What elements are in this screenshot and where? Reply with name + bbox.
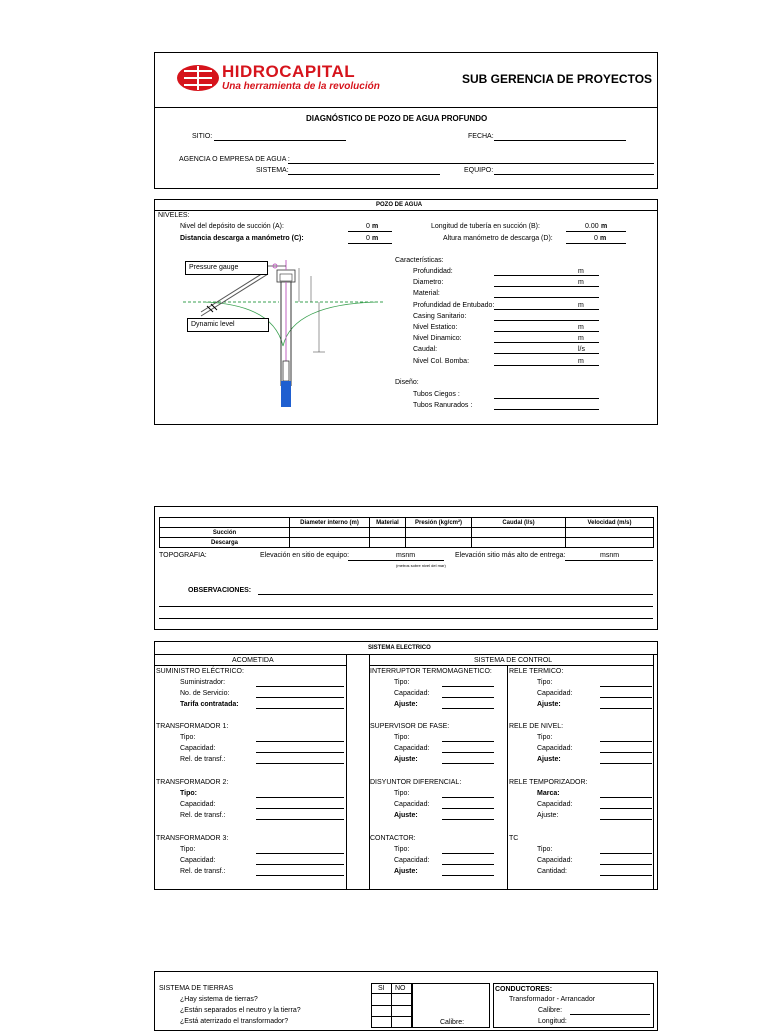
deposito-unit: m: [372, 223, 379, 230]
equipo-label: EQUIPO:: [464, 167, 494, 174]
header-divider: [154, 107, 658, 108]
tierras-q1: ¿Hay sistema de tierras?: [180, 996, 258, 1003]
electrico-item-label: Ajuste:: [394, 756, 418, 763]
electrico-item-label: Ajuste:: [394, 701, 418, 708]
observaciones-line-2[interactable]: [159, 606, 653, 607]
altura-value[interactable]: 0: [594, 235, 598, 242]
electrico-item-label: Capacidad:: [180, 857, 216, 864]
electrico-group-title: DISYUNTOR DIFERENCIAL:: [370, 779, 462, 786]
well-diagram: [183, 256, 383, 411]
tierras-q3: ¿Está aterrizado el transformador?: [180, 1018, 289, 1025]
acometida-header-line: [155, 665, 347, 666]
spec-unit: m: [578, 268, 584, 275]
hidraulica-cell[interactable]: [406, 528, 472, 538]
msnm-note: (metros sobre nivel del mar): [396, 563, 446, 568]
electrico-group-title: INTERRUPTOR TERMOMAGNETICO:: [370, 668, 492, 675]
electrico-item-label: Capacidad:: [180, 745, 216, 752]
spec-label: Nivel Estatico:: [413, 324, 458, 331]
electrico-item-label: Tipo:: [537, 679, 553, 686]
electrico-item-field[interactable]: [600, 875, 652, 876]
spec-field[interactable]: [494, 320, 599, 321]
sitio-label: SITIO:: [192, 133, 213, 140]
si-label: SI: [378, 985, 385, 992]
tierras-row-line-1: [371, 993, 412, 994]
spec-label: Diametro:: [413, 279, 444, 286]
hidraulica-cell[interactable]: [370, 528, 406, 538]
electrico-item-field[interactable]: [256, 864, 344, 865]
electrico-item-field[interactable]: [600, 752, 652, 753]
spec-label: Caudal:: [413, 346, 438, 353]
fecha-field[interactable]: [494, 140, 626, 141]
electrico-item-field[interactable]: [600, 697, 652, 698]
tierras-row-line-2: [371, 1005, 412, 1006]
observaciones-line-3[interactable]: [159, 618, 653, 619]
agencia-label: AGENCIA O EMPRESA DE AGUA :: [179, 156, 290, 163]
electrico-item-field[interactable]: [600, 797, 652, 798]
spec-unit: m: [578, 324, 584, 331]
electrico-item-field[interactable]: [256, 853, 344, 854]
deposito-field: [348, 231, 392, 232]
electrico-item-label: Tipo:: [394, 679, 410, 686]
electrico-group-title: CONTACTOR:: [370, 835, 416, 842]
tierras-row-line-3: [371, 1016, 412, 1017]
electrico-item-label: Tipo:: [537, 846, 553, 853]
elev-equipo-label: Elevación en sitio de equipo:: [260, 552, 350, 559]
control-header-line: [369, 665, 654, 666]
electrico-item-field[interactable]: [442, 708, 494, 709]
hidraulica-cell[interactable]: [472, 528, 566, 538]
pozo-title-divider: [154, 210, 658, 211]
elev-entrega-label: Elevación sitio más alto de entrega:: [455, 552, 566, 559]
msnm-2: msnm: [600, 552, 620, 559]
electrico-group-title: TC: [509, 835, 519, 842]
spec-label: Casing Sanitario:: [413, 313, 467, 320]
electrico-item-field[interactable]: [600, 853, 652, 854]
electrico-group-title: TRANSFORMADOR 1:: [156, 723, 229, 730]
electrico-item-field[interactable]: [442, 686, 494, 687]
tubos-ranurados-field[interactable]: [494, 409, 599, 410]
hidrocapital-logo-icon: [176, 64, 220, 92]
spec-unit: l/s: [578, 346, 585, 353]
longitud-unit: m: [601, 223, 608, 230]
electrico-item-field[interactable]: [256, 741, 344, 742]
hidraulica-row: [160, 528, 654, 538]
form-title: DIAGNÓSTICO DE POZO DE AGUA PROFUNDO: [306, 114, 488, 123]
electrico-item-field[interactable]: [442, 697, 494, 698]
spec-label: Nivel Col. Bomba:: [413, 358, 470, 365]
electrico-item-field[interactable]: [442, 752, 494, 753]
hidraulica-cell[interactable]: [406, 538, 472, 548]
electrico-item-label: No. de Servicio:: [180, 690, 230, 697]
hidraulica-header-cell: Presión (kg/cm²): [406, 518, 472, 528]
fecha-label: FECHA:: [468, 133, 494, 140]
electrico-item-label: Tipo:: [394, 846, 410, 853]
electrico-item-field[interactable]: [600, 763, 652, 764]
electrico-title: SISTEMA ELECTRICO: [368, 645, 431, 651]
electrico-item-label: Capacidad:: [537, 690, 573, 697]
electrico-item-field[interactable]: [442, 875, 494, 876]
diseno-label: Diseño:: [395, 379, 419, 386]
electrico-item-field[interactable]: [256, 797, 344, 798]
sitio-field[interactable]: [214, 140, 346, 141]
electrico-item-label: Ajuste:: [537, 812, 559, 819]
electrico-item-field[interactable]: [600, 819, 652, 820]
observaciones-label: OBSERVACIONES:: [188, 587, 252, 594]
electrico-item-field[interactable]: [256, 708, 344, 709]
electrico-item-field[interactable]: [600, 808, 652, 809]
sistema-field[interactable]: [288, 174, 440, 175]
department-title: SUB GERENCIA DE PROYECTOS: [462, 72, 653, 86]
hidraulica-row: [160, 538, 654, 548]
hidraulica-table: [159, 517, 654, 548]
electrico-group-title: TRANSFORMADOR 3:: [156, 835, 229, 842]
electrico-item-field[interactable]: [256, 763, 344, 764]
altura-label: Altura manómetro de descarga (D):: [443, 235, 553, 242]
electrico-item-label: Capacidad:: [537, 857, 573, 864]
electrico-item-label: Tipo:: [537, 734, 553, 741]
altura-field: [566, 243, 626, 244]
electrico-item-field[interactable]: [600, 686, 652, 687]
deposito-label: Nivel del depósito de succión (A):: [180, 223, 284, 230]
distancia-label: Distancia descarga a manómetro (C):: [180, 235, 304, 242]
spec-label: Profundidad de Entubado:: [413, 302, 495, 309]
hidraulica-cell[interactable]: [290, 528, 370, 538]
electrico-item-label: Cantidad:: [537, 868, 567, 875]
hidraulica-header-cell: [160, 518, 290, 528]
topografia-label: TOPOGRAFIA:: [159, 552, 207, 559]
tubos-ciegos-label: Tubos Ciegos :: [413, 391, 460, 398]
spec-label: Profundidad:: [413, 268, 453, 275]
distancia-field: [348, 243, 392, 244]
pressure-gauge-label: Pressure gauge: [189, 264, 239, 271]
hidraulica-cell[interactable]: [472, 538, 566, 548]
electrico-item-field[interactable]: [442, 763, 494, 764]
tierras-title: SISTEMA DE TIERRAS: [159, 985, 234, 992]
electrico-group-title: SUPERVISOR DE FASE:: [370, 723, 450, 730]
electrico-item-label: Tipo:: [180, 846, 196, 853]
msnm-1: msnm: [396, 552, 416, 559]
hidraulica-header-cell: Velocidad (m/s): [566, 518, 654, 528]
electrico-item-label: Ajuste:: [537, 701, 561, 708]
observaciones-line-1[interactable]: [258, 594, 653, 595]
acometida-header: ACOMETIDA: [232, 657, 274, 664]
longitud-label-2: Longitud:: [538, 1018, 567, 1025]
electrico-item-field[interactable]: [600, 864, 652, 865]
electrico-item-field[interactable]: [256, 752, 344, 753]
electrico-group-title: RELE TERMICO:: [509, 668, 564, 675]
spec-unit: m: [578, 358, 584, 365]
calibre-label: Calibre:: [440, 1019, 465, 1026]
electrico-item-field[interactable]: [442, 741, 494, 742]
electrico-item-field[interactable]: [442, 864, 494, 865]
logo-name: HIDROCAPITAL: [222, 62, 356, 81]
tubos-ranurados-label: Tubos Ranurados :: [413, 402, 473, 409]
equipo-field[interactable]: [494, 174, 654, 175]
caracteristicas-label: Características:: [395, 257, 444, 264]
spec-unit: m: [578, 279, 584, 286]
control-divider: [507, 666, 508, 890]
electrico-item-label: Tipo:: [180, 790, 197, 797]
electrico-item-label: Capacidad:: [394, 745, 430, 752]
electrico-item-field[interactable]: [442, 819, 494, 820]
conductores-label: CONDUCTORES:: [495, 986, 553, 993]
electrico-item-label: Ajuste:: [394, 812, 418, 819]
hidraulica-cell[interactable]: [566, 528, 654, 538]
hidraulica-cell[interactable]: [290, 538, 370, 548]
hidraulica-header-cell: Material: [370, 518, 406, 528]
electrico-item-label: Capacidad:: [180, 801, 216, 808]
electrico-item-label: Tarifa contratada:: [180, 701, 239, 708]
electrico-item-field[interactable]: [442, 797, 494, 798]
electrico-item-field[interactable]: [256, 875, 344, 876]
hidraulica-header-cell: Caudal (l/s): [472, 518, 566, 528]
dynamic-level-label: Dynamic level: [191, 321, 235, 328]
tierras-q2: ¿Están separados el neutro y la tierra?: [180, 1007, 301, 1014]
longitud-label: Longitud de tubería en succión (B):: [431, 223, 540, 230]
elev-entrega-field[interactable]: [565, 560, 653, 561]
calibre2-label: Calibre:: [538, 1007, 563, 1014]
hidraulica-header-cell: Diameter interno (m): [290, 518, 370, 528]
electrico-item-label: Rel. de transf.:: [180, 868, 226, 875]
distancia-value[interactable]: 0: [366, 235, 370, 242]
altura-unit: m: [600, 235, 607, 242]
spec-unit: m: [578, 302, 584, 309]
electrico-item-label: Capacidad:: [537, 745, 573, 752]
electrico-item-field[interactable]: [442, 853, 494, 854]
no-label: NO: [395, 985, 406, 992]
electrico-item-field[interactable]: [256, 686, 344, 687]
electrico-item-label: Tipo:: [394, 734, 410, 741]
electrico-item-field[interactable]: [600, 741, 652, 742]
electrico-item-label: Capacidad:: [394, 801, 430, 808]
electrico-item-label: Suministrador:: [180, 679, 226, 686]
electrico-group-title: RELE TEMPORIZADOR:: [509, 779, 588, 786]
elev-equipo-field[interactable]: [348, 560, 444, 561]
electrico-item-label: Ajuste:: [537, 756, 561, 763]
electrico-item-label: Capacidad:: [394, 690, 430, 697]
electrico-group-title: RELE DE NIVEL:: [509, 723, 564, 730]
distancia-unit: m: [372, 235, 379, 242]
hidraulica-cell[interactable]: [370, 538, 406, 548]
sistema-label: SISTEMA:: [256, 167, 289, 174]
hidraulica-row-label: Descarga: [160, 538, 290, 548]
electrico-item-label: Rel. de transf.:: [180, 756, 226, 763]
hidraulica-row-label: Succión: [160, 528, 290, 538]
spec-label: Material:: [413, 290, 440, 297]
electrico-item-field[interactable]: [442, 808, 494, 809]
calibre2-field[interactable]: [570, 1014, 650, 1015]
electrico-item-field[interactable]: [256, 808, 344, 809]
trans-arr-label: Transformador - Arrancador: [509, 996, 596, 1003]
logo-tagline: Una herramienta de la revolución: [222, 81, 380, 92]
longitud-value[interactable]: 0.00: [585, 223, 599, 230]
niveles-label: NIVELES:: [158, 212, 190, 219]
tubos-ciegos-field[interactable]: [494, 398, 599, 399]
electrico-item-label: Tipo:: [180, 734, 196, 741]
electrico-item-label: Capacidad:: [394, 857, 430, 864]
deposito-value[interactable]: 0: [366, 223, 370, 230]
electrico-item-label: Rel. de transf.:: [180, 812, 226, 819]
spec-label: Nivel Dinamico:: [413, 335, 462, 342]
electrico-item-label: Marca:: [537, 790, 560, 797]
longitud-field: [566, 231, 626, 232]
electrico-group-title: TRANSFORMADOR 2:: [156, 779, 229, 786]
agencia-field[interactable]: [288, 163, 654, 164]
pozo-title: POZO DE AGUA: [376, 202, 423, 208]
hidraulica-cell[interactable]: [566, 538, 654, 548]
control-header: SISTEMA DE CONTROL: [474, 657, 553, 664]
electrico-item-field[interactable]: [256, 697, 344, 698]
electrico-item-field[interactable]: [600, 708, 652, 709]
spec-field[interactable]: [494, 297, 599, 298]
electrico-item-label: Capacidad:: [537, 801, 573, 808]
electrico-item-label: Ajuste:: [394, 868, 418, 875]
electrico-item-field[interactable]: [256, 819, 344, 820]
spec-unit: m: [578, 335, 584, 342]
electrico-item-label: Tipo:: [394, 790, 410, 797]
electrico-group-title: SUMINISTRO ELÉCTRICO:: [156, 668, 244, 675]
